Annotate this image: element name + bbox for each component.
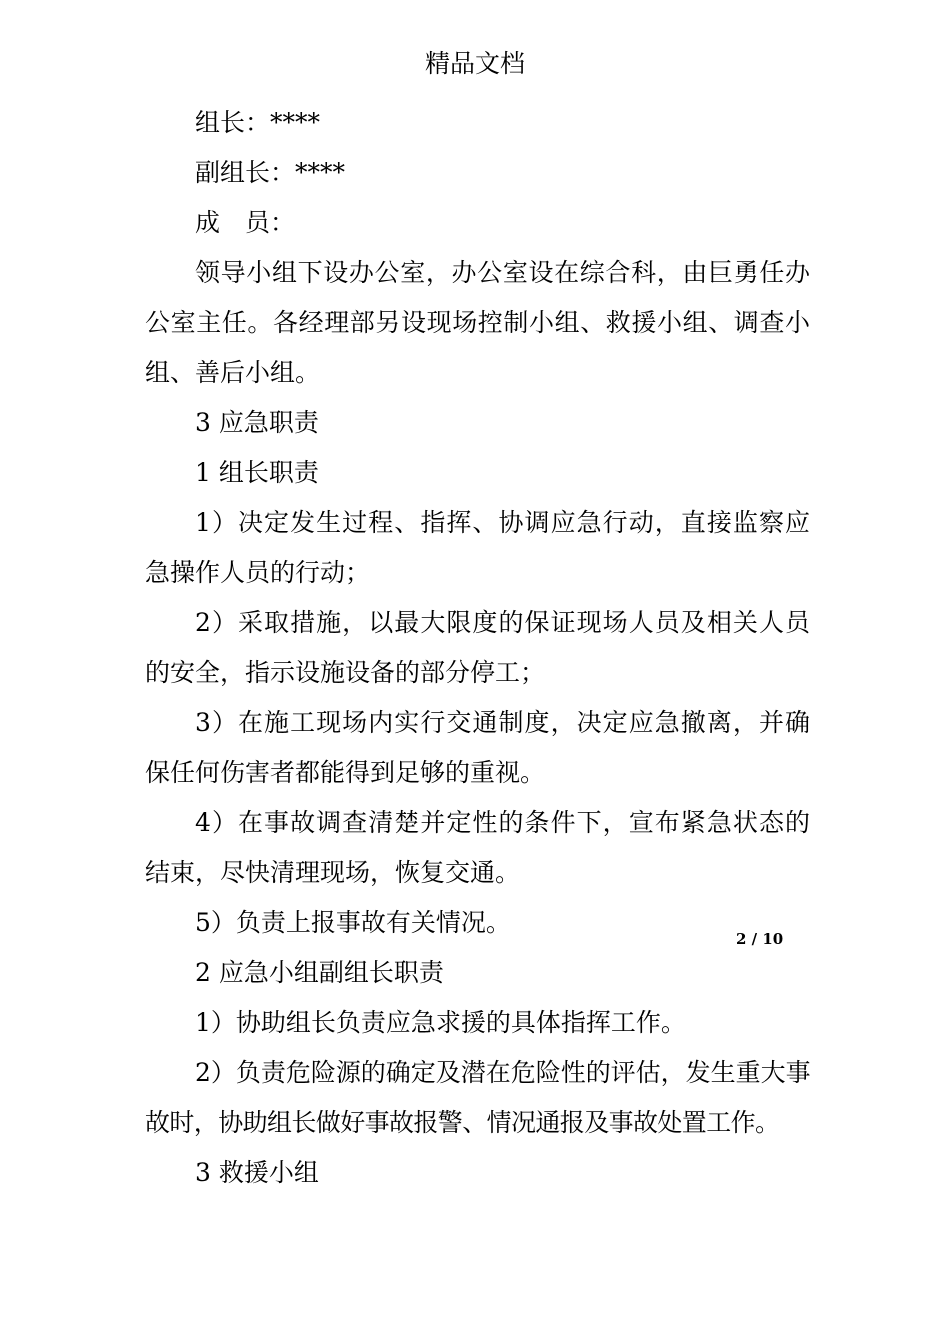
heading-emergency-duties: 3 应急职责	[195, 408, 319, 437]
paragraph-leader-duty-4: 4）在事故调查清楚并定性的条件下，宣布紧急状态的结束，尽快清理现场，恢复交通。	[145, 808, 810, 887]
document-footer	[0, 929, 950, 959]
heading-rescue-team: 3 救援小组	[195, 1158, 319, 1187]
paragraph-members: 成 员：	[195, 208, 296, 237]
document-header	[0, 46, 950, 82]
paragraph-deputy-duty-1: 1）协助组长负责应急求援的具体指挥工作。	[195, 1008, 686, 1037]
paragraph-leader-duty-5: 5）负责上报事故有关情况。	[195, 908, 511, 937]
page-number: 2 / 10	[736, 930, 784, 948]
paragraph-leader-duty-1: 1）决定发生过程、指挥、协调应急行动，直接监察应急操作人员的行动；	[145, 508, 810, 587]
paragraph-deputy-duty-2: 2）负责危险源的确定及潜在危险性的评估，发生重大事故时，协助组长做好事故报警、情况通报及事故处置工作。	[145, 1058, 810, 1137]
heading-leader-duties: 1 组长职责	[195, 458, 319, 487]
paragraph-leader: 组长：****	[195, 108, 321, 137]
header-title: 精品文档	[424, 49, 525, 78]
paragraph-leader-duty-3: 3）在施工现场内实行交通制度，决定应急撤离，并确保任何伤害者都能得到足够的重视。	[145, 708, 810, 787]
paragraph-deputy-leader: 副组长：****	[195, 158, 346, 187]
document-body	[145, 98, 810, 1198]
heading-deputy-duties: 2 应急小组副组长职责	[195, 958, 444, 987]
paragraph-office: 领导小组下设办公室，办公室设在综合科，由巨勇任办公室主任。各经理部另设现场控制小组、救援小组、调查小组、善后小组。	[145, 258, 810, 387]
paragraph-leader-duty-2: 2）采取措施，以最大限度的保证现场人员及相关人员的安全，指示设施设备的部分停工；	[145, 608, 810, 687]
